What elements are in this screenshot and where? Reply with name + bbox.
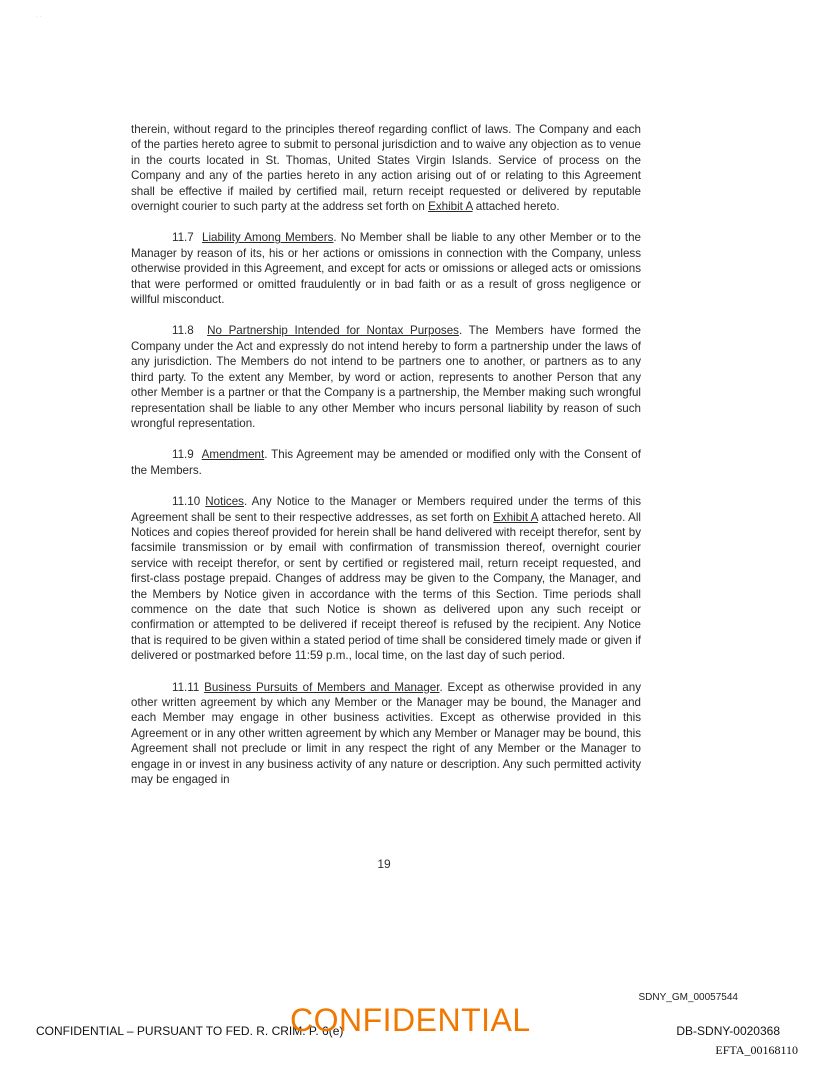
section-11-11 bbox=[131, 680, 641, 788]
exhibit-reference: Exhibit A bbox=[493, 510, 538, 524]
section-11-7 bbox=[131, 230, 641, 307]
efta-number: EFTA_00168110 bbox=[715, 1043, 798, 1057]
section-number: 11.7 bbox=[172, 231, 194, 245]
confidential-notice: CONFIDENTIAL – PURSUANT TO FED. R. CRIM. P. 6(e) bbox=[36, 1024, 344, 1038]
bates-number-top: SDNY_GM_00057544 bbox=[638, 992, 738, 1003]
bates-number-right: DB-SDNY-0020368 bbox=[676, 1024, 780, 1038]
section-heading: Liability Among Members bbox=[202, 231, 334, 245]
section-heading: Business Pursuits of Members and Manager bbox=[204, 680, 440, 694]
section-number: 11.11 bbox=[172, 680, 200, 694]
body-text bbox=[131, 122, 641, 803]
paragraph-text: . Any Notice to the Manager or Members required under the terms of this Agreement shall be sent to their respective addresses, as set forth on bbox=[131, 495, 641, 524]
paragraph-text: . No Member shall be liable to any other Member or to the Manager by reason of its, his or her actions or omissions in connection with the Company, unless otherwise provided in this Agreement, and except for acts or omissions or alleged acts or omissions that were performed or omitted fraudulently or in bad faith or as a result of gross negligence or willful misconduct. bbox=[131, 231, 641, 307]
page-number: 19 bbox=[377, 857, 391, 871]
section-heading: Amendment bbox=[201, 448, 265, 462]
section-11-10 bbox=[131, 494, 641, 663]
confidential-stamp: CONFIDENTIAL bbox=[290, 1002, 531, 1038]
paragraph-text: attached hereto. All Notices and copies thereof provided for herein shall be hand delivered with receipt therefor, sent by facsimile transmission or by email with confirmation of transmission thereof, overnight courier service with receipt therefor, or sent by certified or registered mail, return receipt requested, and first-class postage prepaid. Changes of address may be given to the Company, the Manager, and the Members by Notice given in accordance with the terms of this Section. Time periods shall commence on the date that such Notice is shown as delivered upon any such receipt or confirmation or attempted to be delivered if receipt thereof is refused by the recipient. Any Notice that is required to be given within a stated period of time shall be considered timely made or given if delivered or postmarked before 11:59 p.m., local time, on the last day of such period. bbox=[131, 510, 641, 663]
section-heading: No Partnership Intended for Nontax Purposes bbox=[207, 324, 459, 338]
section-heading: Notices bbox=[205, 495, 244, 509]
section-11-8 bbox=[131, 323, 641, 431]
section-number: 11.9 bbox=[172, 448, 194, 462]
paragraph-text: . The Members have formed the Company under the Act and expressly do not intend hereby to form a partnership under the laws of any jurisdiction. The Members do not intend to be partners one to another, or partners as to any third party. To the extent any Member, by word or action, represents to another Person that any other Member is a partner or that the Company is a partnership, the Member making such wrongful representation shall be liable to any other Member who incurs personal liability by reason of such wrongful representation. bbox=[131, 324, 641, 430]
section-11-9 bbox=[131, 447, 641, 478]
paragraph-text: therein, without regard to the principles thereof regarding conflict of laws. The Company and each of the parties hereto agree to submit to personal jurisdiction and to waive any objection as to venue in the courts located in St. Thomas, United States Virgin Islands. Service of process on the Company and any of the parties hereto in any action arising out of or relating to this Agreement shall be effective if mailed by certified mail, return receipt requested or delivered by reputable overnight courier to such party at the address set forth on bbox=[131, 123, 641, 214]
scan-artifact: · · bbox=[36, 14, 42, 21]
paragraph-text: attached hereto. bbox=[472, 200, 560, 214]
section-number: 11.10 bbox=[172, 495, 201, 509]
paragraph-continuation bbox=[131, 122, 641, 214]
paragraph-text: . Except as otherwise provided in any other written agreement by which any Member or the Manager may be bound, the Manager and each Member may engage in other business activities. Except as otherwise provided in this Agreement or in any other written agreement by which any Member or Manager may be bound, this Agreement shall not preclude or limit in any respect the right of any Member or the Manager to engage in or invest in any business activity of any nature or description. Any such permitted activity may be engaged in bbox=[131, 680, 641, 787]
exhibit-reference: Exhibit A bbox=[428, 200, 473, 214]
section-number: 11.8 bbox=[172, 324, 194, 338]
paragraph-text: . This Agreement may be amended or modified only with the Consent of the Members. bbox=[131, 448, 641, 477]
